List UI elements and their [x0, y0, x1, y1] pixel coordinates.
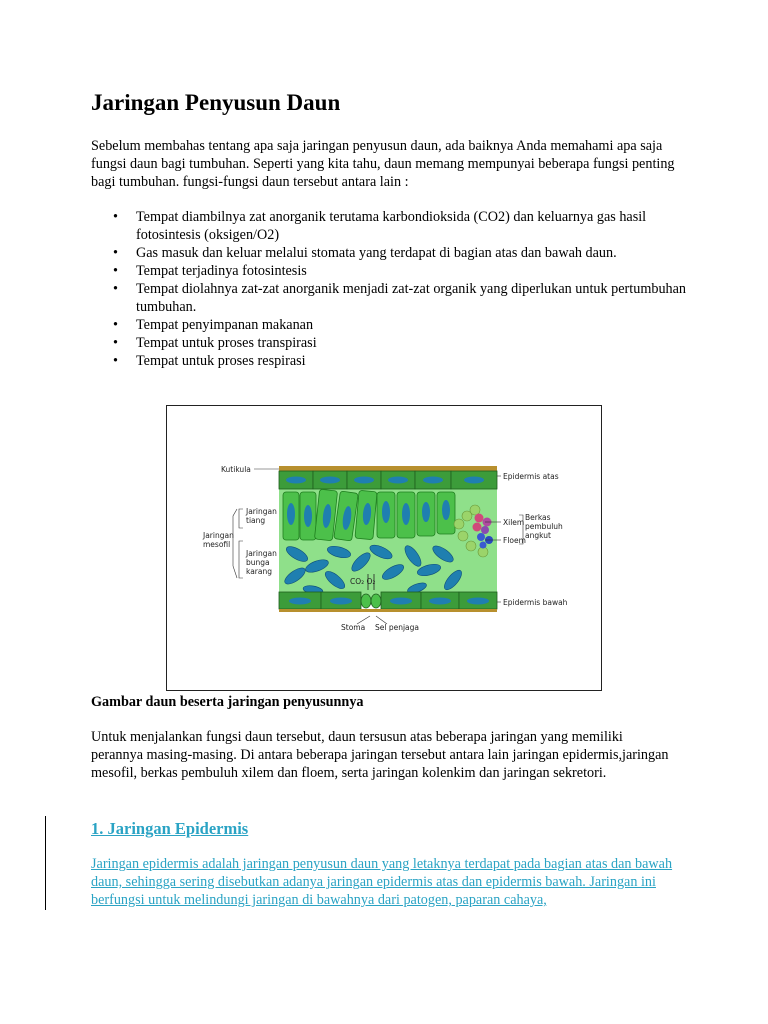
list-item — [91, 316, 691, 334]
intro-paragraph: Sebelum membahas tentang apa saja jaringan penyusun daun, ada baiknya Anda memahami apa saja fungsi daun bagi tumbuhan. Seperti yang kita tahu, daun memang mempunyai beberapa fungsi penting bagi tumbuhan. fungsi-fungsi daun tersebut antara lain : — [91, 138, 675, 190]
label-jaringan-bunga-1: Jaringan — [246, 549, 277, 558]
label-kutikula: Kutikula — [221, 465, 251, 474]
list-item-text: Tempat untuk proses transpirasi — [136, 335, 317, 351]
label-berkas-1: Berkas — [525, 513, 551, 522]
leaf-diagram — [167, 406, 603, 692]
guard-cell — [371, 594, 381, 608]
label-stoma: Stoma — [341, 623, 366, 632]
cuticle — [279, 466, 497, 471]
label-sel-penjaga: Sel penjaga — [375, 623, 420, 632]
bullet: • — [113, 317, 118, 333]
label-jaringan-bunga-2: bunga — [246, 558, 270, 567]
list-item-text: Tempat untuk proses respirasi — [136, 353, 306, 369]
list-item — [91, 334, 691, 352]
upper-epidermis — [279, 471, 497, 489]
label-jaringan-mesofil-2: mesofil — [203, 540, 231, 549]
list-item — [91, 244, 691, 262]
label-jaringan-tiang-1: Jaringan — [246, 507, 277, 516]
list-item-text: Tempat penyimpanan makanan — [136, 317, 314, 333]
label-berkas-2: pembuluh — [525, 522, 563, 531]
figure-caption: Gambar daun beserta jaringan penyusunnya — [91, 694, 364, 710]
body-paragraph: Untuk menjalankan fungsi daun tersebut, daun tersusun atas beberapa jaringan yang memiliki perannya masing-masing. Di antara beberapa jaringan tersebut antara lain jaringan epidermis,jaringan mesofil, berkas pembuluh xilem dan floem, serta jaringan kolenkim dan jaringan sekretori. — [91, 729, 669, 781]
label-jaringan-tiang-2: tiang — [246, 516, 266, 525]
guard-cell — [361, 594, 371, 608]
label-co2-o2: CO₂ O₂ — [350, 577, 376, 586]
leaf-functions-list — [91, 208, 691, 370]
page-title: Jaringan Penyusun Daun — [91, 90, 341, 115]
label-jaringan-mesofil-1: Jaringan — [203, 531, 234, 540]
label-floem: Floem — [503, 536, 526, 545]
list-item-text: Tempat diambilnya zat anorganik terutama karbondioksida (CO2) dan keluarnya gas hasil fotosintesis (oksigen/O2) — [136, 209, 647, 243]
section-heading-link[interactable]: 1. Jaringan Epidermis — [91, 819, 249, 838]
bullet: • — [113, 263, 118, 279]
bullet: • — [113, 353, 118, 369]
list-item-text: Tempat terjadinya fotosintesis — [136, 263, 307, 279]
label-jaringan-bunga-3: karang — [246, 567, 273, 576]
margin-change-bar — [45, 816, 46, 910]
list-item — [91, 208, 691, 244]
bullet: • — [113, 281, 118, 297]
list-item-text: Tempat diolahnya zat-zat anorganik menjadi zat-zat organik yang diperlukan untuk pertumbuhan tumbuhan. — [136, 281, 687, 315]
label-xilem: Xilem — [503, 518, 525, 527]
bullet: • — [113, 209, 118, 225]
list-item — [91, 262, 691, 280]
label-epidermis-atas: Epidermis atas — [503, 472, 559, 481]
list-item — [91, 352, 691, 370]
list-item — [91, 280, 691, 316]
bullet: • — [113, 335, 118, 351]
label-berkas-3: angkut — [525, 531, 551, 540]
leaf-cross-section-figure — [166, 405, 602, 691]
label-epidermis-bawah: Epidermis bawah — [503, 598, 568, 607]
lower-cuticle — [279, 609, 497, 612]
bullet: • — [113, 245, 118, 261]
section-body-link[interactable]: Jaringan epidermis adalah jaringan penyusun daun yang letaknya terdapat pada bagian atas dan bawah daun, sehingga sering disebutkan adanya jaringan epidermis atas dan epidermis bawah. Jaringan ini berfungsi untuk melindungi jaringan di bawahnya dari patogen, paparan cahaya, — [91, 856, 673, 908]
palisade-tissue — [283, 489, 455, 541]
list-item-text: Gas masuk dan keluar melalui stomata yang terdapat di bagian atas dan bawah daun. — [136, 245, 617, 261]
lower-epidermis — [279, 592, 497, 609]
